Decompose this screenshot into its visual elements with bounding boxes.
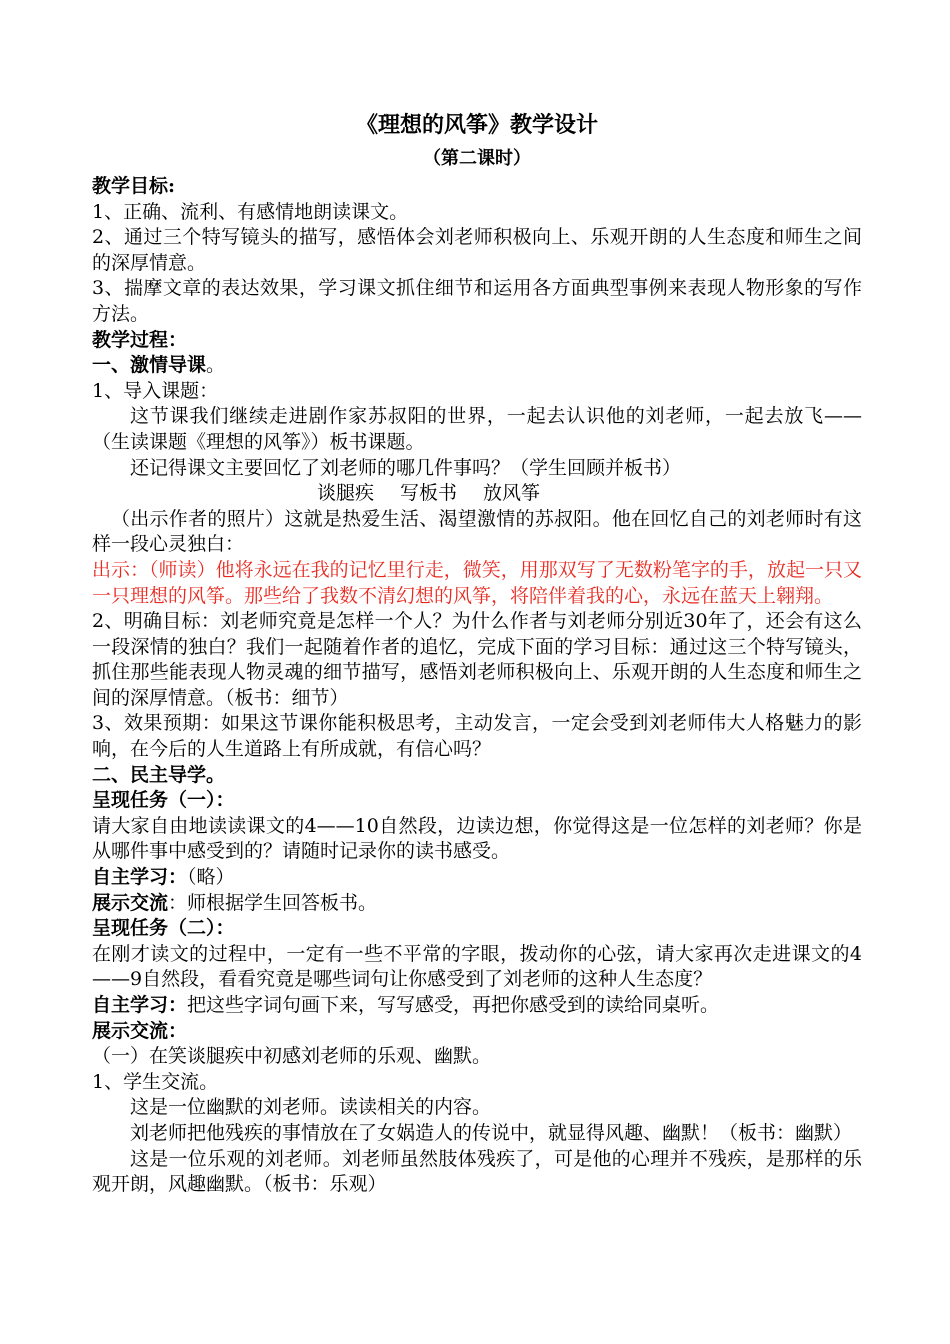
task2-text: 在刚才读文的过程中，一定有一些不平常的字眼，拨动你的心弦，请大家再次走进课文的4——9自然段，看看究竟是哪些词句让你感受到了刘老师的这种人生态度？ xyxy=(92,942,862,991)
page-title: 《理想的风筝》教学设计 xyxy=(355,112,598,138)
show-exchange-label: 展示交流 xyxy=(92,891,169,914)
self-study-1 xyxy=(92,865,862,891)
task2-label: 呈现任务（二）： xyxy=(92,917,235,940)
paragraph: （出示作者的照片）这就是热爱生活、渴望激情的苏叔阳。他在回忆自己的刘老师时有这样一段心灵独白： xyxy=(92,507,862,556)
board-item: 放风筝 xyxy=(483,482,541,505)
part1-heading-tail: 。 xyxy=(206,354,226,377)
process-heading: 教学过程： xyxy=(92,328,188,351)
goal-item: 3、揣摩文章的表达效果，学习课文抓住细节和运用各方面典型事例来表现人物形象的写作方法。 xyxy=(92,277,862,325)
board-items xyxy=(92,481,862,507)
board-item: 写板书 xyxy=(400,482,458,505)
board-item: 谈腿疾 xyxy=(317,482,375,505)
step3-paragraph: 3、效果预期：如果这节课你能积极思考，主动发言，一定会受到刘老师伟大人格魅力的影响，在今后的人生道路上有所成就，有信心吗？ xyxy=(92,712,862,761)
show-exchange-1 xyxy=(92,891,862,917)
step2-paragraph: 2、明确目标：刘老师究竟是怎样一个人？为什么作者与刘老师分别近30年了，还会有这么一段深情的独白？我们一起随着作者的追忆，完成下面的学习目标：通过这三个特写镜头，抓住那些能表现人物灵魂的细节描写，感悟刘老师积极向上、乐观开朗的人生态度和师生之间的深厚情意。（板书：细节） xyxy=(92,610,862,709)
paragraph: 这是一位乐观的刘老师。刘老师虽然肢体残疾了，可是他的心理并不残疾，是那样的乐观开朗，风趣幽默。（板书：乐观） xyxy=(92,1147,862,1196)
paragraph: 还记得课文主要回忆了刘老师的哪几件事吗？（学生回顾并板书） xyxy=(130,456,682,479)
show-exchange-text: ：师根据学生回答板书。 xyxy=(168,891,378,914)
step1-label: 1、导入课题： xyxy=(92,379,219,402)
part1-heading-text: 一、激情导课 xyxy=(92,354,207,377)
task1-text: 请大家自由地读读课文的4——10自然段，边读边想，你觉得这是一位怎样的刘老师？你是从哪件事中感受到的？请随时记录你的读书感受。 xyxy=(92,814,862,863)
goals-heading: 教学目标: xyxy=(92,175,176,197)
goal-item: 1、正确、流利、有感情地朗读课文。 xyxy=(92,200,409,223)
show-exchange-2: 展示交流： xyxy=(92,1019,188,1042)
subsection-heading: （一）在笑谈腿疾中初感刘老师的乐观、幽默。 xyxy=(92,1045,492,1068)
self-study-2 xyxy=(92,993,862,1019)
self-study-text: 把这些字词句画下来，写写感受，再把你感受到的读给同桌听。 xyxy=(187,994,720,1016)
paragraph: 这是一位幽默的刘老师。读读相关的内容。 xyxy=(130,1096,492,1119)
goal-item: 2、通过三个特写镜头的描写，感悟体会刘老师积极向上、乐观开朗的人生态度和师生之间的深厚情意。 xyxy=(92,226,862,274)
part2-heading: 二、民主导学。 xyxy=(92,763,226,786)
paragraph: 这节课我们继续走进剧作家苏叔阳的世界，一起去认识他的刘老师，一起去放飞——（生读课题《理想的风筝》）板书课题。 xyxy=(92,405,862,453)
part1-heading xyxy=(92,353,862,379)
sub-step: 1、学生交流。 xyxy=(92,1070,219,1093)
self-study-label: 自主学习： xyxy=(92,994,188,1016)
paragraph: 刘老师把他残疾的事情放在了女娲造人的传说中，就显得风趣、幽默！（板书：幽默） xyxy=(130,1121,853,1144)
task1-label: 呈现任务（一）： xyxy=(92,789,235,812)
self-study-label: 自主学习： xyxy=(92,866,188,889)
self-study-text: （略） xyxy=(187,866,235,889)
red-quote: 出示：（师读）他将永远在我的记忆里行走，微笑，用那双写了无数粉笔字的手，放起一只又一只理想的风筝。那些给了我数不清幻想的风筝，将陪伴着我的心，永远在蓝天上翱翔。 xyxy=(92,558,862,607)
document-body xyxy=(92,108,862,1198)
page-subtitle: （第二课时） xyxy=(423,148,531,169)
